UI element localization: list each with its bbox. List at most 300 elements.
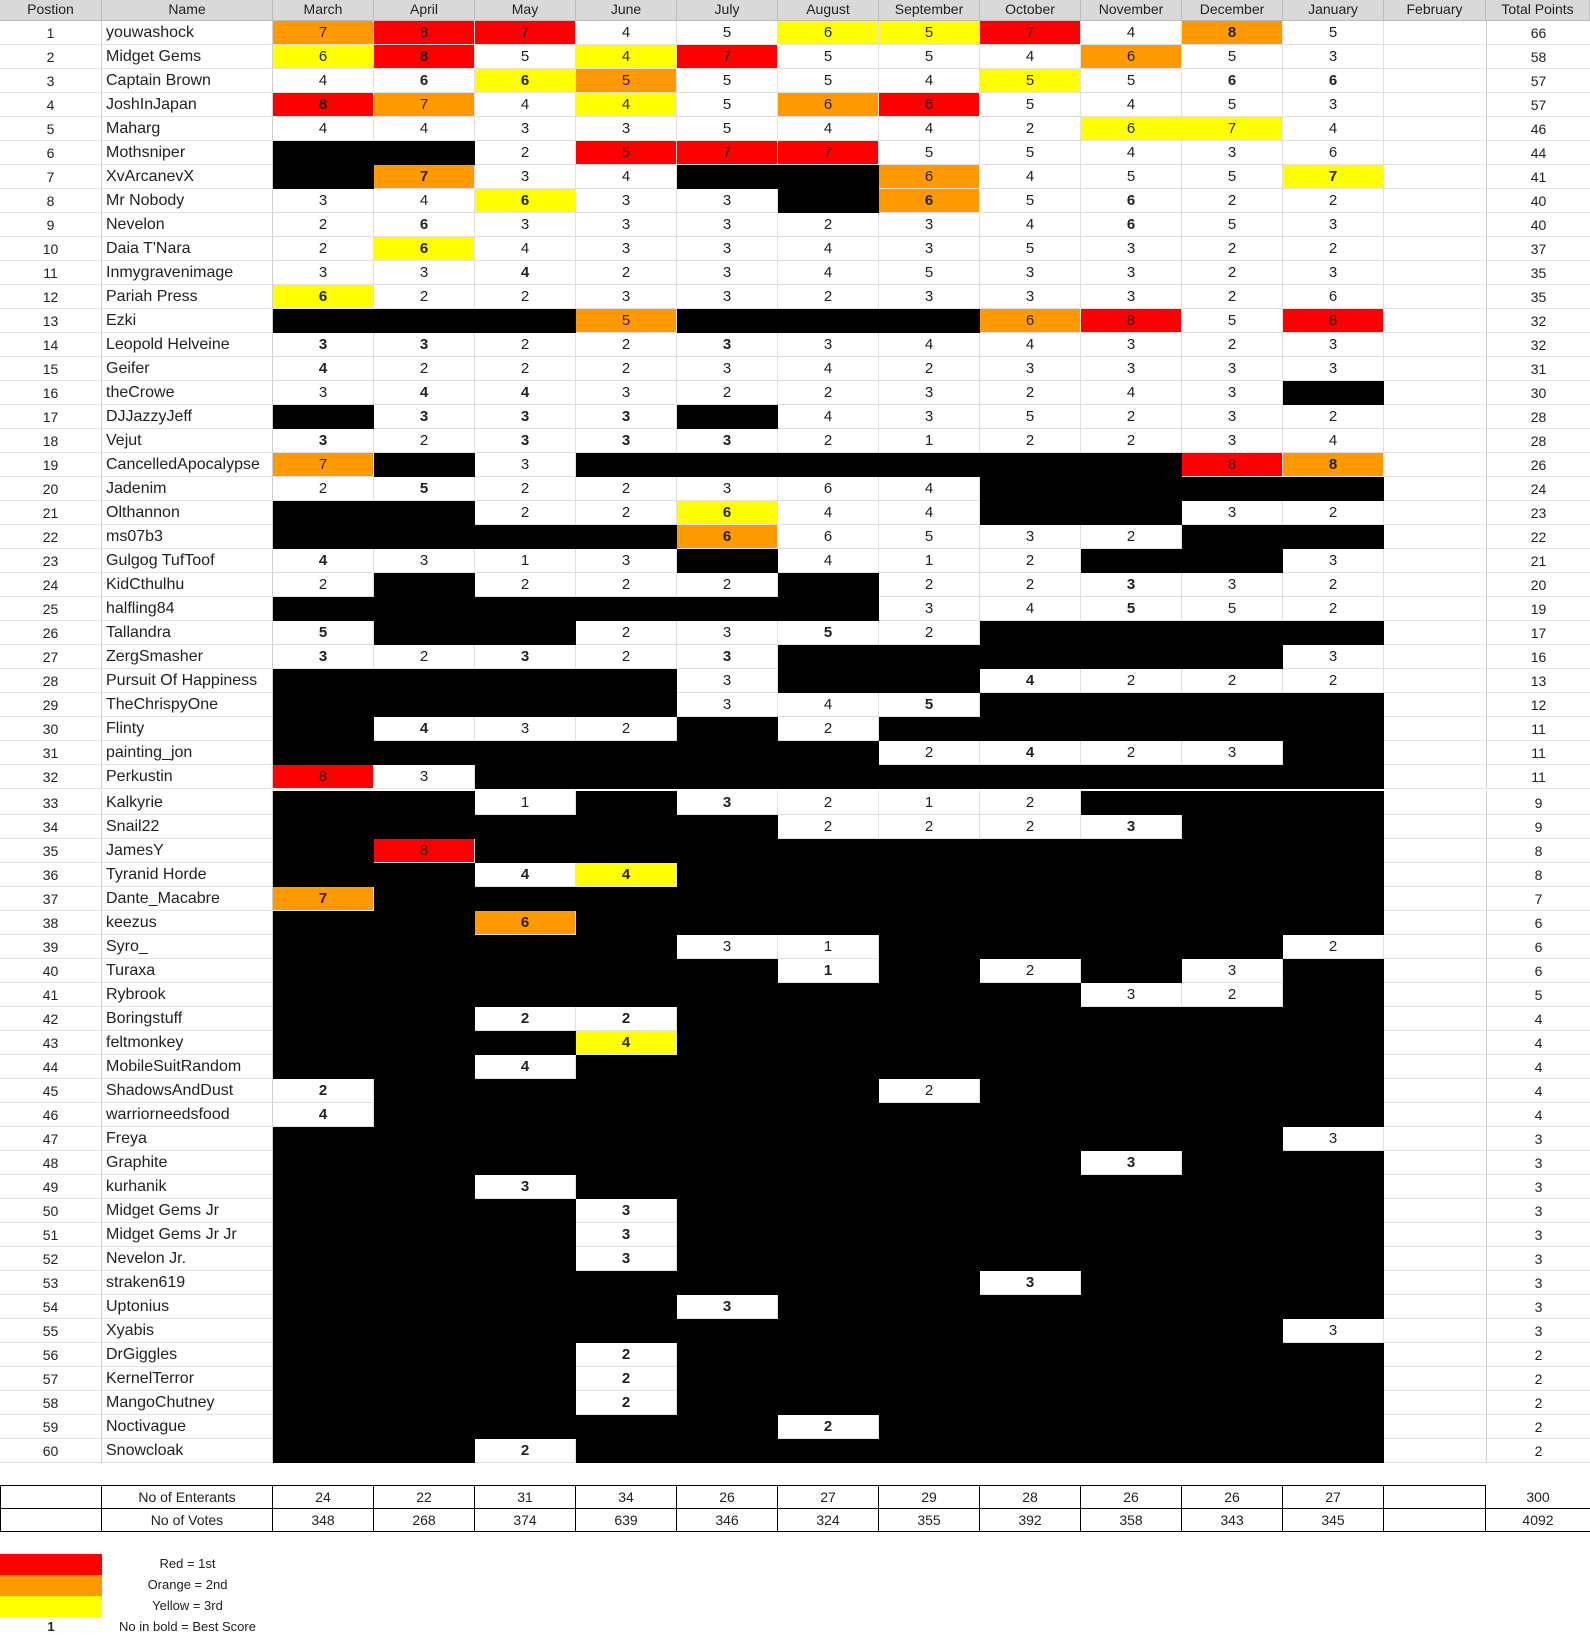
score-cell[interactable] xyxy=(677,1151,778,1175)
score-cell[interactable]: 7 xyxy=(273,21,374,45)
score-cell[interactable] xyxy=(374,911,475,935)
score-cell[interactable] xyxy=(374,597,475,621)
score-cell[interactable] xyxy=(1182,1439,1283,1463)
score-cell[interactable] xyxy=(374,1031,475,1055)
score-cell[interactable] xyxy=(475,309,576,333)
score-cell[interactable] xyxy=(1283,381,1384,405)
score-cell[interactable] xyxy=(980,1079,1081,1103)
score-cell[interactable]: 1 xyxy=(778,935,879,959)
score-cell[interactable]: 5 xyxy=(879,21,980,45)
score-cell[interactable]: 3 xyxy=(1283,1319,1384,1343)
score-cell[interactable]: 3 xyxy=(677,669,778,693)
score-cell[interactable]: 4 xyxy=(778,693,879,717)
score-cell[interactable] xyxy=(879,839,980,863)
score-cell[interactable] xyxy=(1081,1127,1182,1151)
score-cell[interactable]: 3 xyxy=(677,189,778,213)
score-cell[interactable] xyxy=(879,959,980,983)
score-cell[interactable] xyxy=(778,1391,879,1415)
score-cell[interactable]: 6 xyxy=(778,21,879,45)
score-cell[interactable]: 2 xyxy=(576,1367,677,1391)
score-cell[interactable] xyxy=(980,1319,1081,1343)
score-cell[interactable] xyxy=(1283,765,1384,789)
score-cell[interactable] xyxy=(374,1199,475,1223)
score-cell[interactable] xyxy=(273,1007,374,1031)
score-cell[interactable] xyxy=(374,1151,475,1175)
score-cell[interactable] xyxy=(1384,717,1486,741)
score-cell[interactable]: 4 xyxy=(778,117,879,141)
score-cell[interactable] xyxy=(273,1295,374,1319)
score-cell[interactable]: 4 xyxy=(576,863,677,887)
score-cell[interactable] xyxy=(980,1103,1081,1127)
score-cell[interactable] xyxy=(374,935,475,959)
score-cell[interactable] xyxy=(980,645,1081,669)
score-cell[interactable] xyxy=(677,309,778,333)
score-cell[interactable] xyxy=(374,1247,475,1271)
score-cell[interactable] xyxy=(1182,765,1283,789)
header-position[interactable]: Postion xyxy=(0,0,102,21)
score-cell[interactable] xyxy=(374,1439,475,1463)
score-cell[interactable] xyxy=(1384,333,1486,357)
score-cell[interactable] xyxy=(576,597,677,621)
score-cell[interactable]: 1 xyxy=(879,429,980,453)
score-cell[interactable] xyxy=(778,573,879,597)
score-cell[interactable]: 4 xyxy=(475,237,576,261)
score-cell[interactable] xyxy=(980,621,1081,645)
score-cell[interactable] xyxy=(1182,549,1283,573)
score-cell[interactable]: 6 xyxy=(980,309,1081,333)
score-cell[interactable]: 5 xyxy=(778,621,879,645)
score-cell[interactable]: 5 xyxy=(1182,45,1283,69)
score-cell[interactable]: 2 xyxy=(778,429,879,453)
score-cell[interactable] xyxy=(1182,1271,1283,1295)
score-cell[interactable]: 2 xyxy=(576,1007,677,1031)
score-cell[interactable]: 2 xyxy=(1182,285,1283,309)
row-name[interactable]: Nevelon Jr. xyxy=(102,1247,273,1271)
score-cell[interactable] xyxy=(1081,1271,1182,1295)
score-cell[interactable] xyxy=(1081,1295,1182,1319)
score-cell[interactable]: 2 xyxy=(475,333,576,357)
score-cell[interactable]: 2 xyxy=(778,213,879,237)
score-cell[interactable]: 3 xyxy=(980,1271,1081,1295)
score-cell[interactable] xyxy=(1384,1223,1486,1247)
score-cell[interactable]: 6 xyxy=(1081,213,1182,237)
score-cell[interactable]: 3 xyxy=(1081,357,1182,381)
score-cell[interactable] xyxy=(475,765,576,789)
score-cell[interactable]: 4 xyxy=(576,1031,677,1055)
row-name[interactable]: Pariah Press xyxy=(102,285,273,309)
score-cell[interactable] xyxy=(778,1055,879,1079)
score-cell[interactable] xyxy=(1384,1295,1486,1319)
score-cell[interactable] xyxy=(677,453,778,477)
score-cell[interactable] xyxy=(273,959,374,983)
score-cell[interactable]: 3 xyxy=(879,597,980,621)
score-cell[interactable]: 4 xyxy=(576,165,677,189)
score-cell[interactable] xyxy=(1283,693,1384,717)
score-cell[interactable] xyxy=(677,1415,778,1439)
score-cell[interactable]: 4 xyxy=(980,213,1081,237)
score-cell[interactable] xyxy=(980,911,1081,935)
score-cell[interactable]: 4 xyxy=(475,93,576,117)
score-cell[interactable]: 2 xyxy=(778,1415,879,1439)
score-cell[interactable]: 2 xyxy=(1182,669,1283,693)
score-cell[interactable] xyxy=(778,189,879,213)
score-cell[interactable]: 6 xyxy=(1081,117,1182,141)
score-cell[interactable] xyxy=(677,1391,778,1415)
score-cell[interactable] xyxy=(475,959,576,983)
score-cell[interactable]: 5 xyxy=(980,69,1081,93)
score-cell[interactable]: 4 xyxy=(879,333,980,357)
row-name[interactable]: Dante_Macabre xyxy=(102,887,273,911)
score-cell[interactable] xyxy=(1384,117,1486,141)
score-cell[interactable] xyxy=(273,141,374,165)
score-cell[interactable] xyxy=(374,501,475,525)
score-cell[interactable] xyxy=(576,983,677,1007)
score-cell[interactable] xyxy=(980,1175,1081,1199)
score-cell[interactable] xyxy=(475,669,576,693)
score-cell[interactable]: 6 xyxy=(1081,189,1182,213)
header-month-may[interactable]: May xyxy=(475,0,576,21)
score-cell[interactable] xyxy=(273,911,374,935)
score-cell[interactable]: 7 xyxy=(1283,165,1384,189)
row-name[interactable]: keezus xyxy=(102,911,273,935)
score-cell[interactable] xyxy=(576,1151,677,1175)
score-cell[interactable] xyxy=(1182,621,1283,645)
score-cell[interactable]: 2 xyxy=(273,573,374,597)
score-cell[interactable]: 3 xyxy=(677,693,778,717)
score-cell[interactable] xyxy=(1384,1271,1486,1295)
score-cell[interactable]: 4 xyxy=(273,69,374,93)
score-cell[interactable] xyxy=(1384,741,1486,765)
score-cell[interactable]: 1 xyxy=(778,959,879,983)
score-cell[interactable]: 2 xyxy=(1283,597,1384,621)
score-cell[interactable]: 2 xyxy=(980,429,1081,453)
row-name[interactable]: Snowcloak xyxy=(102,1439,273,1463)
header-month-june[interactable]: June xyxy=(576,0,677,21)
score-cell[interactable] xyxy=(1283,959,1384,983)
score-cell[interactable] xyxy=(1384,791,1486,815)
row-name[interactable]: CancelledApocalypse xyxy=(102,453,273,477)
header-month-march[interactable]: March xyxy=(273,0,374,21)
score-cell[interactable] xyxy=(475,597,576,621)
score-cell[interactable]: 3 xyxy=(374,261,475,285)
score-cell[interactable] xyxy=(980,1151,1081,1175)
row-name[interactable]: Midget Gems Jr Jr xyxy=(102,1223,273,1247)
score-cell[interactable]: 3 xyxy=(576,1223,677,1247)
score-cell[interactable] xyxy=(879,1007,980,1031)
score-cell[interactable]: 6 xyxy=(374,237,475,261)
score-cell[interactable]: 2 xyxy=(879,815,980,839)
score-cell[interactable] xyxy=(980,1247,1081,1271)
score-cell[interactable] xyxy=(1081,1055,1182,1079)
row-name[interactable]: Olthannon xyxy=(102,501,273,525)
score-cell[interactable]: 5 xyxy=(677,93,778,117)
score-cell[interactable] xyxy=(1384,285,1486,309)
score-cell[interactable]: 1 xyxy=(475,549,576,573)
score-cell[interactable]: 7 xyxy=(980,21,1081,45)
score-cell[interactable]: 6 xyxy=(374,69,475,93)
score-cell[interactable]: 7 xyxy=(273,887,374,911)
score-cell[interactable] xyxy=(1384,525,1486,549)
score-cell[interactable]: 3 xyxy=(1081,815,1182,839)
score-cell[interactable]: 7 xyxy=(475,21,576,45)
score-cell[interactable]: 3 xyxy=(475,1175,576,1199)
score-cell[interactable]: 3 xyxy=(273,381,374,405)
score-cell[interactable] xyxy=(273,1319,374,1343)
score-cell[interactable] xyxy=(1283,1223,1384,1247)
score-cell[interactable] xyxy=(273,405,374,429)
score-cell[interactable] xyxy=(1384,189,1486,213)
score-cell[interactable] xyxy=(1384,1151,1486,1175)
score-cell[interactable]: 4 xyxy=(778,261,879,285)
score-cell[interactable] xyxy=(374,959,475,983)
score-cell[interactable] xyxy=(879,1367,980,1391)
score-cell[interactable]: 3 xyxy=(475,429,576,453)
score-cell[interactable]: 1 xyxy=(879,549,980,573)
score-cell[interactable] xyxy=(1283,1367,1384,1391)
score-cell[interactable]: 4 xyxy=(475,1055,576,1079)
score-cell[interactable] xyxy=(1081,693,1182,717)
score-cell[interactable]: 3 xyxy=(1081,261,1182,285)
header-month-september[interactable]: September xyxy=(879,0,980,21)
score-cell[interactable]: 6 xyxy=(475,911,576,935)
score-cell[interactable] xyxy=(1283,621,1384,645)
score-cell[interactable] xyxy=(273,1175,374,1199)
score-cell[interactable] xyxy=(374,1175,475,1199)
score-cell[interactable]: 5 xyxy=(879,693,980,717)
score-cell[interactable] xyxy=(778,1127,879,1151)
score-cell[interactable] xyxy=(273,741,374,765)
score-cell[interactable] xyxy=(1384,935,1486,959)
score-cell[interactable] xyxy=(778,669,879,693)
score-cell[interactable] xyxy=(1081,549,1182,573)
score-cell[interactable] xyxy=(273,863,374,887)
score-cell[interactable] xyxy=(1384,983,1486,1007)
score-cell[interactable]: 2 xyxy=(576,717,677,741)
score-cell[interactable] xyxy=(1081,1079,1182,1103)
score-cell[interactable]: 2 xyxy=(1283,237,1384,261)
score-cell[interactable] xyxy=(1081,911,1182,935)
score-cell[interactable]: 8 xyxy=(273,765,374,789)
score-cell[interactable]: 3 xyxy=(374,333,475,357)
score-cell[interactable] xyxy=(1384,405,1486,429)
score-cell[interactable] xyxy=(475,1127,576,1151)
score-cell[interactable] xyxy=(374,815,475,839)
score-cell[interactable]: 4 xyxy=(980,597,1081,621)
score-cell[interactable] xyxy=(1283,1271,1384,1295)
score-cell[interactable]: 2 xyxy=(778,791,879,815)
score-cell[interactable]: 6 xyxy=(778,93,879,117)
score-cell[interactable] xyxy=(1384,815,1486,839)
row-name[interactable]: Midget Gems xyxy=(102,45,273,69)
row-name[interactable]: youwashock xyxy=(102,21,273,45)
score-cell[interactable] xyxy=(980,477,1081,501)
score-cell[interactable] xyxy=(273,791,374,815)
score-cell[interactable]: 3 xyxy=(1182,381,1283,405)
score-cell[interactable] xyxy=(677,911,778,935)
score-cell[interactable]: 3 xyxy=(1182,741,1283,765)
row-name[interactable]: Graphite xyxy=(102,1151,273,1175)
score-cell[interactable] xyxy=(778,1007,879,1031)
row-name[interactable]: ShadowsAndDust xyxy=(102,1079,273,1103)
row-name[interactable]: Mothsniper xyxy=(102,141,273,165)
score-cell[interactable]: 5 xyxy=(576,309,677,333)
score-cell[interactable] xyxy=(1384,141,1486,165)
score-cell[interactable]: 2 xyxy=(879,741,980,765)
score-cell[interactable]: 6 xyxy=(879,189,980,213)
score-cell[interactable]: 3 xyxy=(576,237,677,261)
score-cell[interactable] xyxy=(475,1391,576,1415)
score-cell[interactable] xyxy=(1182,1007,1283,1031)
score-cell[interactable]: 4 xyxy=(374,717,475,741)
score-cell[interactable] xyxy=(778,1319,879,1343)
score-cell[interactable] xyxy=(879,1391,980,1415)
score-cell[interactable] xyxy=(778,453,879,477)
row-name[interactable]: MangoChutney xyxy=(102,1391,273,1415)
score-cell[interactable] xyxy=(778,1343,879,1367)
score-cell[interactable]: 6 xyxy=(677,525,778,549)
score-cell[interactable] xyxy=(1283,1175,1384,1199)
score-cell[interactable]: 5 xyxy=(576,141,677,165)
score-cell[interactable] xyxy=(374,1415,475,1439)
score-cell[interactable]: 2 xyxy=(1182,983,1283,1007)
score-cell[interactable]: 2 xyxy=(475,357,576,381)
score-cell[interactable] xyxy=(1384,1343,1486,1367)
score-cell[interactable]: 3 xyxy=(1081,1151,1182,1175)
score-cell[interactable] xyxy=(1081,935,1182,959)
score-cell[interactable] xyxy=(1182,1367,1283,1391)
score-cell[interactable]: 4 xyxy=(1081,381,1182,405)
score-cell[interactable] xyxy=(374,1079,475,1103)
score-cell[interactable] xyxy=(1283,1391,1384,1415)
score-cell[interactable]: 3 xyxy=(1182,573,1283,597)
score-cell[interactable] xyxy=(677,765,778,789)
row-name[interactable]: painting_jon xyxy=(102,741,273,765)
score-cell[interactable]: 3 xyxy=(1283,333,1384,357)
score-cell[interactable]: 3 xyxy=(1081,237,1182,261)
score-cell[interactable] xyxy=(1384,1079,1486,1103)
row-name[interactable]: MobileSuitRandom xyxy=(102,1055,273,1079)
score-cell[interactable] xyxy=(980,1439,1081,1463)
score-cell[interactable] xyxy=(1384,309,1486,333)
score-cell[interactable] xyxy=(879,1151,980,1175)
score-cell[interactable] xyxy=(475,1247,576,1271)
score-cell[interactable] xyxy=(576,1271,677,1295)
score-cell[interactable]: 3 xyxy=(1081,573,1182,597)
score-cell[interactable] xyxy=(677,863,778,887)
score-cell[interactable]: 6 xyxy=(475,69,576,93)
score-cell[interactable]: 2 xyxy=(576,621,677,645)
score-cell[interactable]: 3 xyxy=(677,621,778,645)
score-cell[interactable] xyxy=(1182,1127,1283,1151)
score-cell[interactable]: 5 xyxy=(980,93,1081,117)
score-cell[interactable]: 3 xyxy=(475,405,576,429)
score-cell[interactable] xyxy=(1384,1367,1486,1391)
score-cell[interactable] xyxy=(273,501,374,525)
row-name[interactable]: Captain Brown xyxy=(102,69,273,93)
score-cell[interactable] xyxy=(1384,1007,1486,1031)
row-name[interactable]: Midget Gems Jr xyxy=(102,1199,273,1223)
score-cell[interactable] xyxy=(1081,1199,1182,1223)
score-cell[interactable] xyxy=(374,573,475,597)
score-cell[interactable]: 2 xyxy=(778,717,879,741)
score-cell[interactable]: 3 xyxy=(677,213,778,237)
score-cell[interactable] xyxy=(980,887,1081,911)
score-cell[interactable]: 7 xyxy=(778,141,879,165)
score-cell[interactable] xyxy=(778,1151,879,1175)
score-cell[interactable] xyxy=(1384,549,1486,573)
score-cell[interactable] xyxy=(1081,1223,1182,1247)
score-cell[interactable]: 3 xyxy=(1283,261,1384,285)
score-cell[interactable] xyxy=(980,935,1081,959)
score-cell[interactable]: 4 xyxy=(778,237,879,261)
score-cell[interactable] xyxy=(677,1319,778,1343)
score-cell[interactable]: 1 xyxy=(475,791,576,815)
score-cell[interactable] xyxy=(1384,959,1486,983)
score-cell[interactable]: 3 xyxy=(677,237,778,261)
row-name[interactable]: JamesY xyxy=(102,839,273,863)
score-cell[interactable]: 6 xyxy=(1182,69,1283,93)
score-cell[interactable]: 2 xyxy=(475,285,576,309)
score-cell[interactable] xyxy=(778,1439,879,1463)
score-cell[interactable]: 2 xyxy=(374,645,475,669)
score-cell[interactable] xyxy=(1283,791,1384,815)
row-name[interactable]: Inmygravenimage xyxy=(102,261,273,285)
row-name[interactable]: ms07b3 xyxy=(102,525,273,549)
score-cell[interactable]: 2 xyxy=(980,549,1081,573)
score-cell[interactable] xyxy=(273,693,374,717)
score-cell[interactable] xyxy=(1182,717,1283,741)
score-cell[interactable]: 6 xyxy=(475,189,576,213)
score-cell[interactable]: 3 xyxy=(576,285,677,309)
score-cell[interactable]: 4 xyxy=(576,93,677,117)
score-cell[interactable] xyxy=(1182,935,1283,959)
score-cell[interactable] xyxy=(475,741,576,765)
row-name[interactable]: Perkustin xyxy=(102,765,273,789)
score-cell[interactable] xyxy=(273,309,374,333)
header-month-february[interactable]: February xyxy=(1384,0,1486,21)
score-cell[interactable] xyxy=(879,1055,980,1079)
score-cell[interactable]: 3 xyxy=(1283,645,1384,669)
score-cell[interactable] xyxy=(475,1031,576,1055)
score-cell[interactable]: 3 xyxy=(576,189,677,213)
row-name[interactable]: Flinty xyxy=(102,717,273,741)
score-cell[interactable] xyxy=(677,887,778,911)
score-cell[interactable]: 3 xyxy=(1182,405,1283,429)
score-cell[interactable] xyxy=(980,693,1081,717)
score-cell[interactable] xyxy=(374,453,475,477)
score-cell[interactable] xyxy=(778,741,879,765)
score-cell[interactable] xyxy=(879,983,980,1007)
score-cell[interactable] xyxy=(1081,1319,1182,1343)
score-cell[interactable] xyxy=(1182,1223,1283,1247)
score-cell[interactable] xyxy=(980,1031,1081,1055)
score-cell[interactable]: 5 xyxy=(677,117,778,141)
score-cell[interactable] xyxy=(677,1271,778,1295)
score-cell[interactable] xyxy=(1182,693,1283,717)
score-cell[interactable] xyxy=(980,765,1081,789)
score-cell[interactable]: 5 xyxy=(1081,69,1182,93)
score-cell[interactable]: 3 xyxy=(677,645,778,669)
score-cell[interactable] xyxy=(374,1007,475,1031)
score-cell[interactable] xyxy=(1283,1295,1384,1319)
score-cell[interactable] xyxy=(1283,983,1384,1007)
score-cell[interactable]: 4 xyxy=(1283,429,1384,453)
score-cell[interactable] xyxy=(1081,887,1182,911)
score-cell[interactable] xyxy=(1081,1007,1182,1031)
score-cell[interactable]: 8 xyxy=(1081,309,1182,333)
score-cell[interactable]: 3 xyxy=(475,165,576,189)
score-cell[interactable] xyxy=(374,887,475,911)
